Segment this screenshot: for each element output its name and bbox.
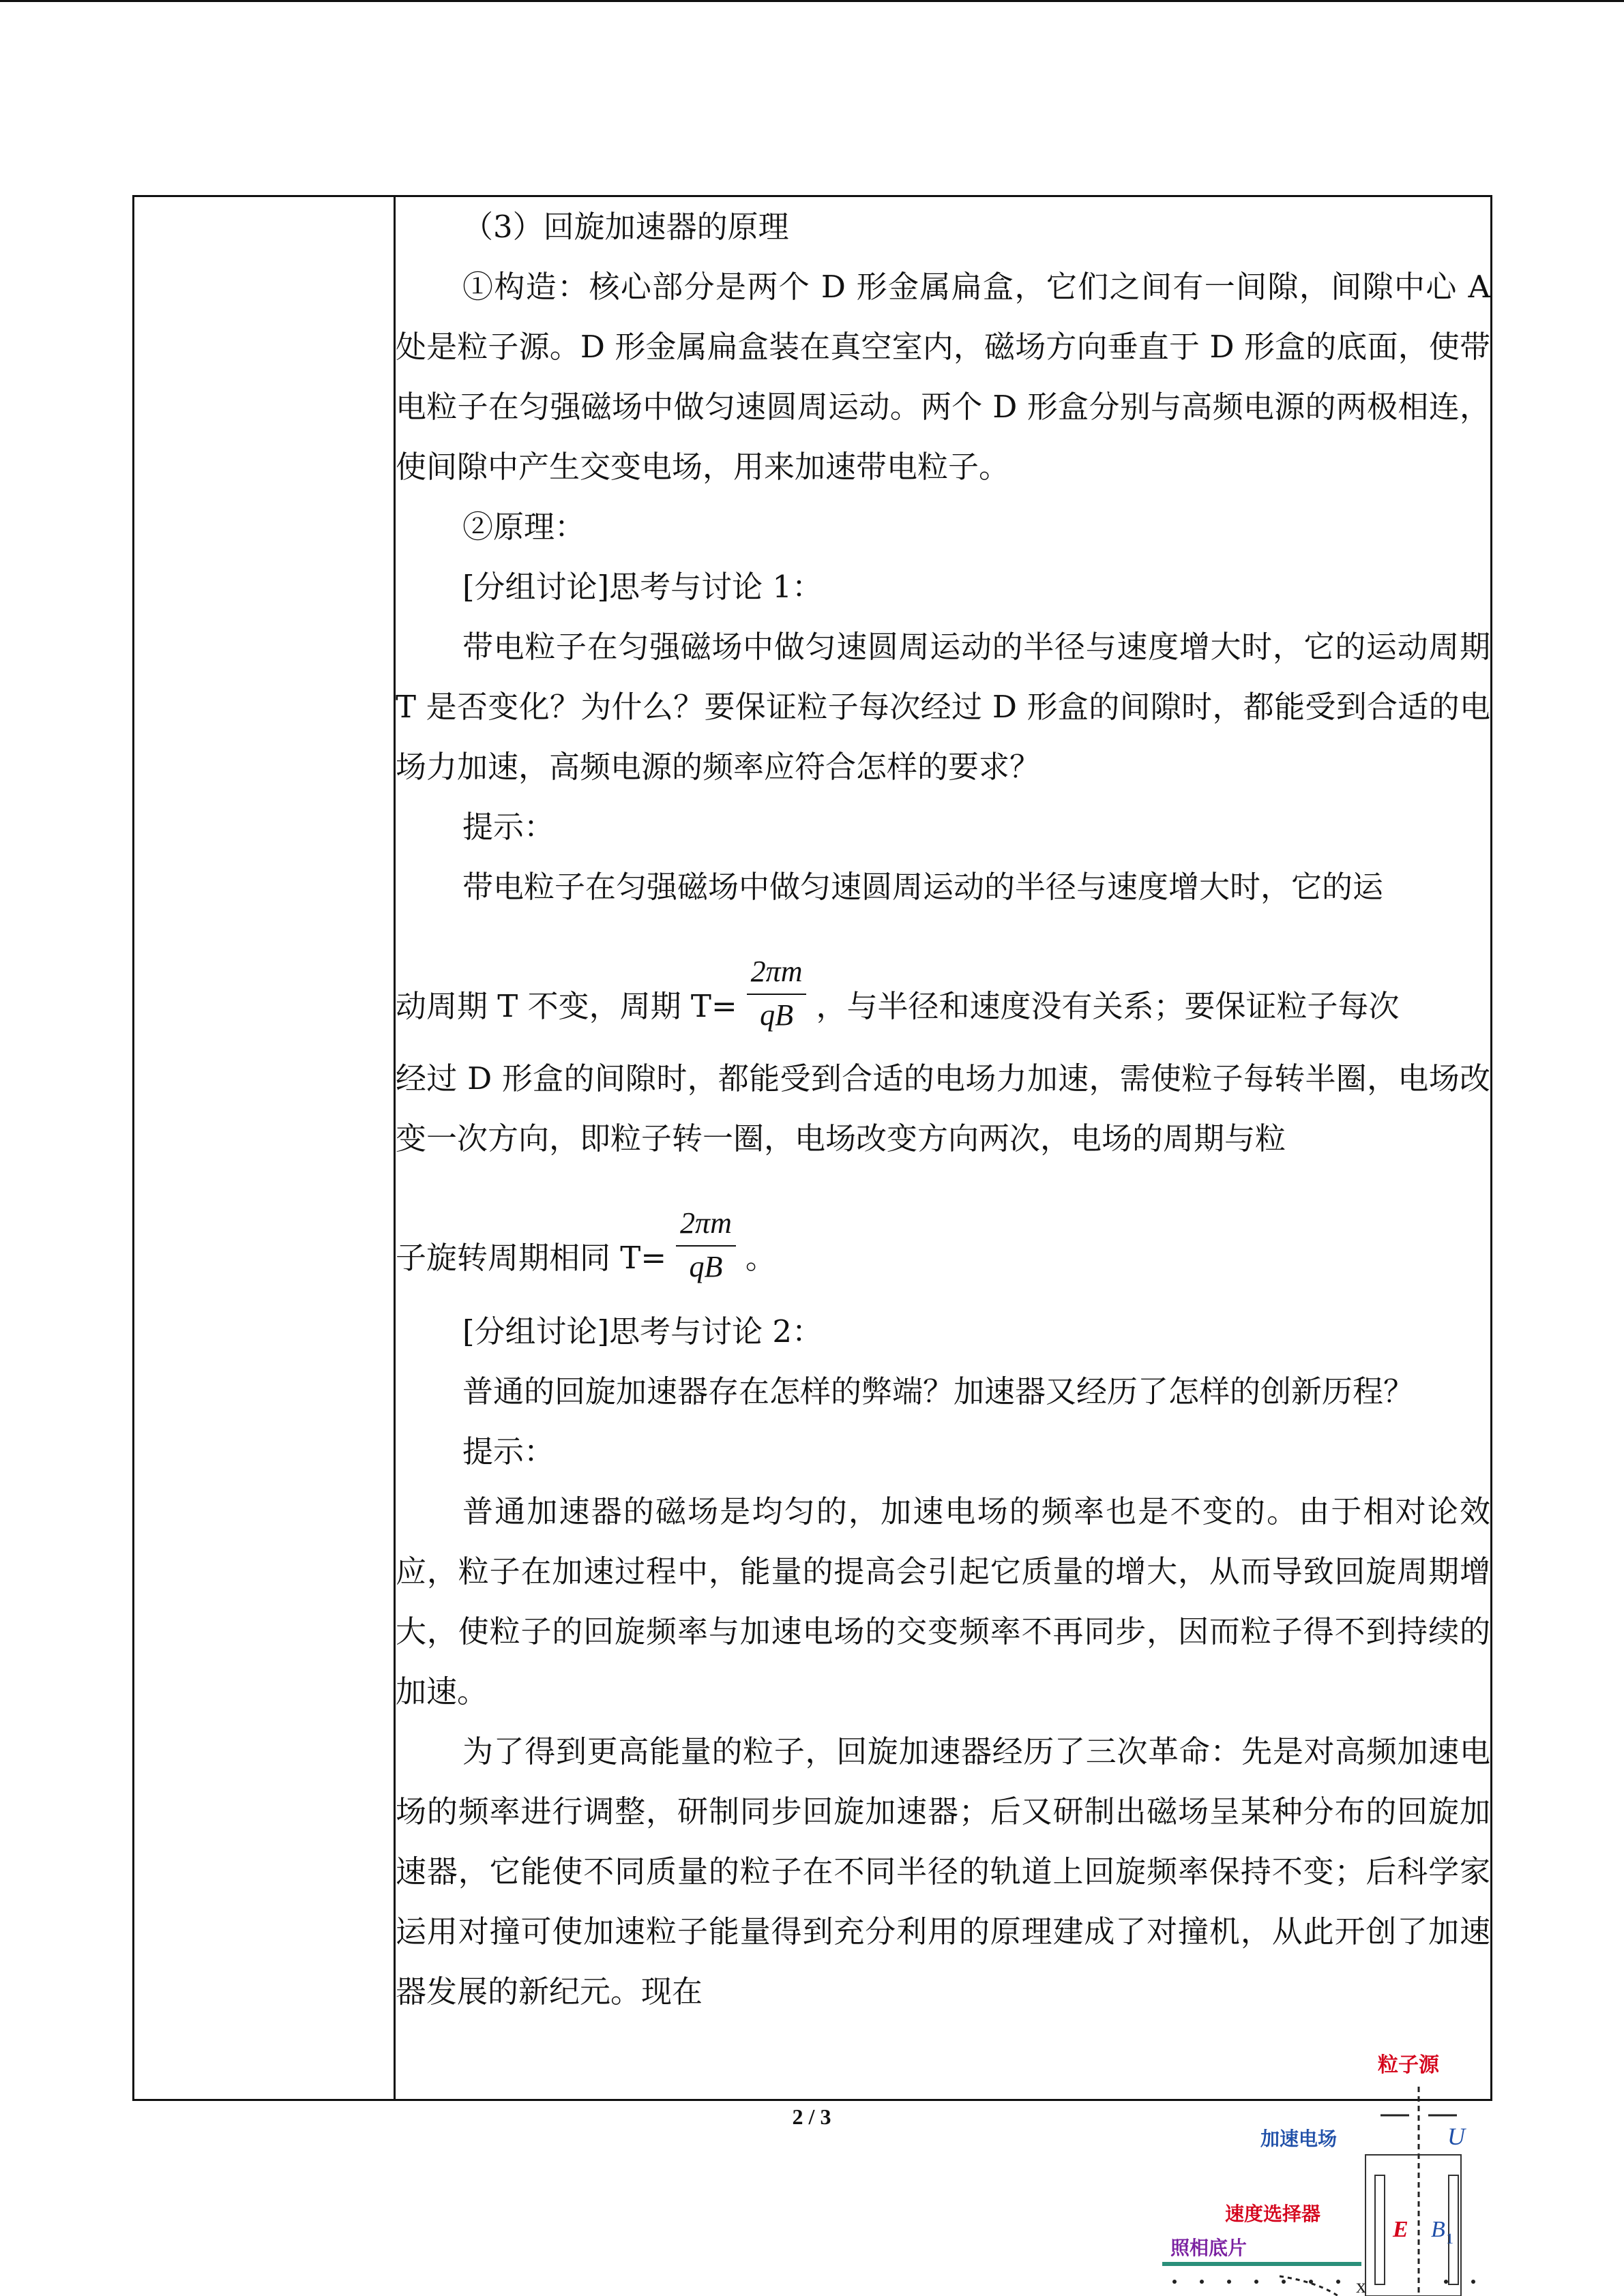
lesson-table — [132, 195, 1492, 2101]
hint-1-last-line — [396, 1169, 1490, 1291]
hint-2-paragraph-2: 为了得到更高能量的粒子，回旋加速器经历了三次革命：先是对高频加速电场的频率进行调整，研制同步回旋加速器；后又研制出磁场呈某种分布的回旋加速器，它能使不同质量的粒子在不同半径的轨道上回旋频率保持不变；后科学家运用对撞可使加速粒子能量得到充分利用的原理建成了对撞机，从此开创了加速器发展的新纪元。现在 — [396, 1733, 1490, 2010]
formula-2-numerator: 2πm — [676, 1208, 736, 1247]
discussion-1-title: [分组讨论]思考与讨论 1： — [462, 569, 823, 605]
page-number: 2 / 3 — [792, 2104, 831, 2129]
hint-1-rest: 经过 D 形盒的间隙时，都能受到合适的电场力加速，需使粒子每转半圈，电场改变一次方向，即粒子转一圈，电场改变方向两次，电场的周期与粒 — [396, 1060, 1490, 1157]
formula-numerator: 2πm — [747, 957, 807, 995]
hint-1-period-pre: 动周期 T 不变，周期 T= — [396, 988, 737, 1024]
deflection-arc — [1280, 2276, 1338, 2296]
discussion-2-question: 普通的回旋加速器存在怎样的弊端？加速器又经历了怎样的创新历程？ — [462, 1373, 1415, 1410]
hint-2-paragraph-1: 普通加速器的磁场是均匀的，加速电场的频率也是不变的。由于相对论效应，粒子在加速过程中，能量的提高会引起它质量的增大，从而导致回旋周期增大，使粒子的回旋频率与加速电场的交变频率不再同步，因而粒子得不到持续的加速。 — [396, 1493, 1490, 1710]
table-left-column — [134, 196, 395, 2100]
hint-1-period-line — [396, 917, 1490, 1039]
magnetic-field-dots — [1172, 2280, 1475, 2284]
b1-subscript: 1 — [1446, 2230, 1453, 2247]
formula-denominator: qB — [760, 998, 794, 1032]
photographic-film-label: 照相底片 — [1170, 2237, 1247, 2259]
particle-source-label: 粒子源 — [1378, 2053, 1439, 2077]
e-field-label: E — [1393, 2217, 1408, 2242]
top-border-line — [0, 0, 1624, 2]
principle-label: ②原理： — [462, 509, 586, 545]
hint-1-line1: 带电粒子在匀强磁场中做匀速圆周运动的半径与速度增大时，它的运 — [462, 869, 1384, 905]
structure-paragraph: ①构造：核心部分是两个 D 形金属扁盒，它们之间有一间隙，间隙中心 A 处是粒子源。D 形金属扁盒装在真空室内，磁场方向垂直于 D 形盒的底面，使带电粒子在匀强磁场中做匀速圆周运动。两个 D 形盒分别与高频电源的两极相连，使间隙中产生交变电场，用来加速带电粒子。 — [396, 269, 1490, 485]
hint-1-last-pre: 子旋转周期相同 T= — [396, 1240, 667, 1276]
formula-2-denominator: qB — [689, 1250, 723, 1283]
hint-1-last-post: 。 — [745, 1240, 776, 1276]
hint-1-period-post: ，与半径和速度没有关系；要保证粒子每次 — [816, 988, 1400, 1024]
hint-label-2: 提示： — [462, 1433, 555, 1470]
accel-field-label: 加速电场 — [1260, 2128, 1338, 2150]
discussion-1-question: 带电粒子在匀强磁场中做匀速圆周运动的半径与速度增大时，它的运动周期 T 是否变化？为什么？要保证粒子每次经过 D 形盒的间隙时，都能受到合适的电场力加速，高频电源的频率应符合怎样的要求？ — [396, 629, 1490, 785]
b1-label: B — [1431, 2217, 1445, 2242]
voltage-u-label: U — [1447, 2123, 1465, 2150]
period-formula-2 — [676, 1208, 736, 1282]
table-content-cell — [395, 196, 1492, 2100]
section-heading: （3）回旋加速器的原理 — [462, 209, 789, 245]
selector-plate-left — [1375, 2175, 1385, 2284]
velocity-selector-label: 速度选择器 — [1225, 2203, 1321, 2225]
discussion-2-title: [分组讨论]思考与讨论 2： — [462, 1313, 823, 1350]
mass-spectrometer-diagram — [1160, 2053, 1569, 2296]
x-mark: x — [1356, 2275, 1366, 2296]
selector-frame — [1365, 2155, 1461, 2296]
period-formula — [747, 957, 807, 1030]
hint-label-1: 提示： — [462, 809, 555, 845]
